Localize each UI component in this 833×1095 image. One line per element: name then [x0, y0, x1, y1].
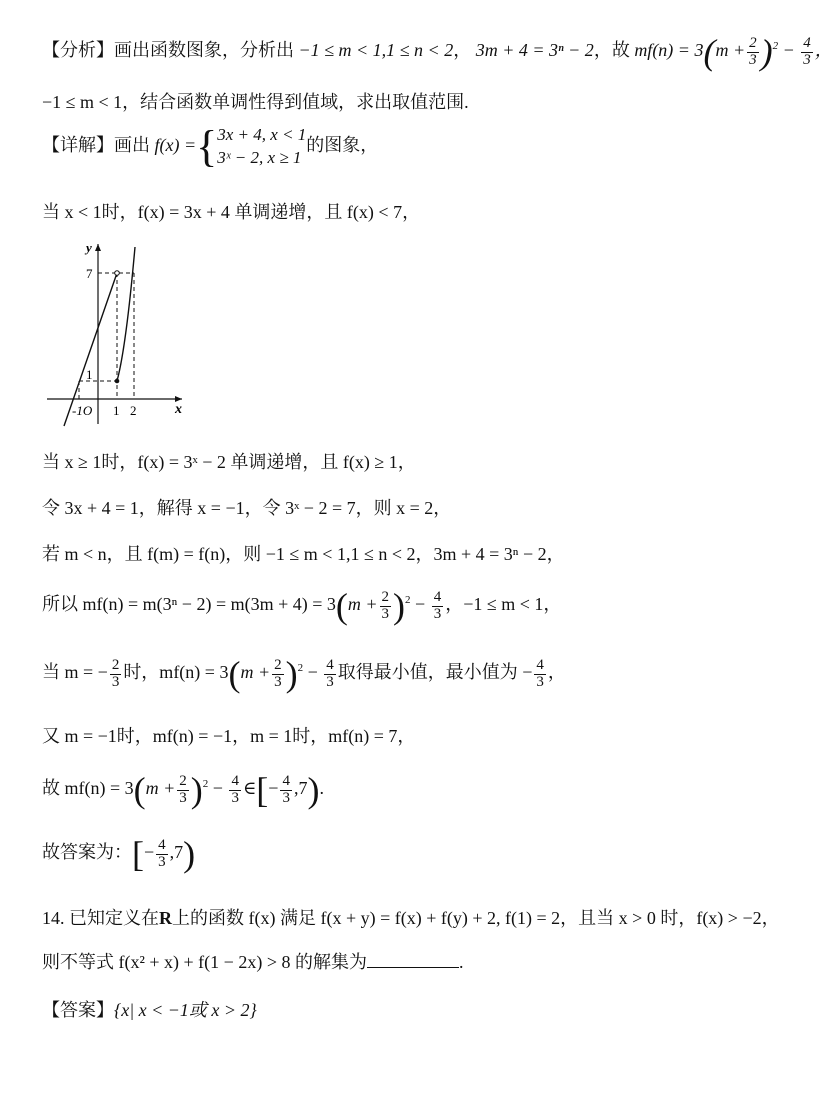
text-line-3: 令 3x + 4 = 1，解得 x = −1，令 3ˣ − 2 = 7，则 x = 2，	[42, 498, 452, 518]
y-axis-arrow	[95, 244, 101, 251]
text-line-2: 当 x ≥ 1时，f(x) = 3ˣ − 2 单调递增，且 f(x) ≥ 1，	[42, 452, 416, 472]
analysis-range: −1 ≤ m < 1,1 ≤ n < 2	[298, 40, 454, 61]
analysis-expr: mf(n) = 3(m + $\frac{2}{3}$ )$^2$ − $\frac{4}{3}$ ，	[634, 32, 833, 72]
line8-part-b: ∈	[242, 778, 257, 799]
analysis-text: 画出函数图象，分析出	[114, 40, 294, 61]
question-line-2	[42, 948, 463, 974]
closed-point	[115, 379, 120, 384]
detail-text: 画出	[114, 135, 150, 156]
detail-case-2: 3ˣ − 2, x ≥ 1	[217, 147, 302, 167]
answer-line: 故答案为：[− $\frac{4}{3}$ ,7)	[42, 834, 196, 874]
line6-part-b: 时，mf(n) = 3	[123, 662, 229, 683]
y-label: y	[86, 240, 92, 255]
line8-part-a: 故 mf(n) = 3	[42, 778, 134, 799]
analysis-equation: 3m + 4 = 3ⁿ − 2	[475, 40, 594, 61]
text-line-6: 当 m = − $\frac{2}{3}$ 时，mf(n) = 3(m + $\frac{2}{3}$ )$^2$ − $\frac{4}{3}$ 取得最小值，最小值为 − $\frac{4}{3}$ ，	[42, 654, 566, 694]
function-graph	[42, 238, 192, 428]
question-text-1: 已知定义在	[69, 908, 159, 928]
answer-key-line	[42, 996, 257, 1022]
question-period: .	[458, 952, 464, 972]
tick-y-7: 7	[86, 266, 93, 281]
line6-part-a: 当 m = −	[42, 662, 108, 683]
analysis-label: 【分析】	[42, 40, 114, 61]
analysis-line-1: 【分析】画出函数图象，分析出 −1 ≤ m < 1,1 ≤ n < 2， 3m + 4 = 3ⁿ − 2，故 mf(n) = 3(m + $\frac{2}{3}$ )$^2$ − $\frac{4}{3}$ ，	[42, 32, 833, 72]
tick-y-1: 1	[86, 367, 93, 382]
exponential-piece	[117, 247, 135, 381]
tick-x-2: 2	[130, 403, 137, 418]
analysis-gu: 故	[611, 40, 630, 61]
question-text-3: 则不等式 f(x² + x) + f(1 − 2x) > 8 的解集为	[42, 952, 367, 972]
detail-suffix: 的图象，	[306, 135, 379, 156]
tick-neg1-origin: -1O	[72, 403, 93, 418]
question-line-1	[42, 904, 780, 930]
answer-blank	[367, 951, 459, 968]
detail-label: 【详解】	[42, 135, 114, 156]
detail-case-1: 3x + 4, x < 1	[217, 125, 307, 144]
answer-prefix: 故答案为：	[42, 842, 132, 863]
line5-part-a: 所以 mf(n) = m(3ⁿ − 2) = m(3m + 4) = 3	[42, 594, 336, 615]
text-line-4: 若 m < n，且 f(m) = f(n)，则 −1 ≤ m < 1,1 ≤ n < 2，3m + 4 = 3ⁿ − 2，	[42, 544, 565, 564]
text-line-8: 故 mf(n) = 3(m + $\frac{2}{3}$ )$^2$ − $\frac{4}{3}$ ∈[− $\frac{4}{3}$ ,7).	[42, 770, 324, 810]
text-line-5: 所以 mf(n) = m(3ⁿ − 2) = m(3m + 4) = 3(m + $\frac{2}{3}$ )$^2$ − $\frac{4}{3}$ ，−1 ≤ m < 1，	[42, 586, 562, 626]
open-point	[115, 271, 120, 276]
line6-part-c: 取得最小值，最小值为 −	[337, 662, 533, 683]
text-line-1: 当 x < 1时，f(x) = 3x + 4 单调递增，且 f(x) < 7，	[42, 202, 421, 222]
question-number: 14.	[42, 908, 65, 928]
analysis-line-2: −1 ≤ m < 1，结合函数单调性得到值域，求出取值范围.	[42, 92, 469, 112]
line5-part-b: ，−1 ≤ m < 1，	[445, 594, 562, 615]
question-text-2: 上的函数 f(x) 满足 f(x + y) = f(x) + f(y) + 2, f(1) = 2，且当 x > 0 时，f(x) > −2，	[172, 908, 780, 928]
answer-label: 【答案】	[42, 1000, 114, 1020]
answer-value: {x| x < −1或 x > 2}	[114, 1000, 257, 1020]
detail-line: 【详解】画出 f(x) ={ 3x + 4, x < 1 3ˣ − 2, x ≥ 1 的图象，	[42, 121, 379, 171]
text-line-7: 又 m = −1时，mf(n) = −1，m = 1时，mf(n) = 7，	[42, 726, 416, 746]
tick-x-1: 1	[113, 403, 120, 418]
x-label: x	[175, 402, 182, 417]
question-R: R	[159, 908, 172, 928]
